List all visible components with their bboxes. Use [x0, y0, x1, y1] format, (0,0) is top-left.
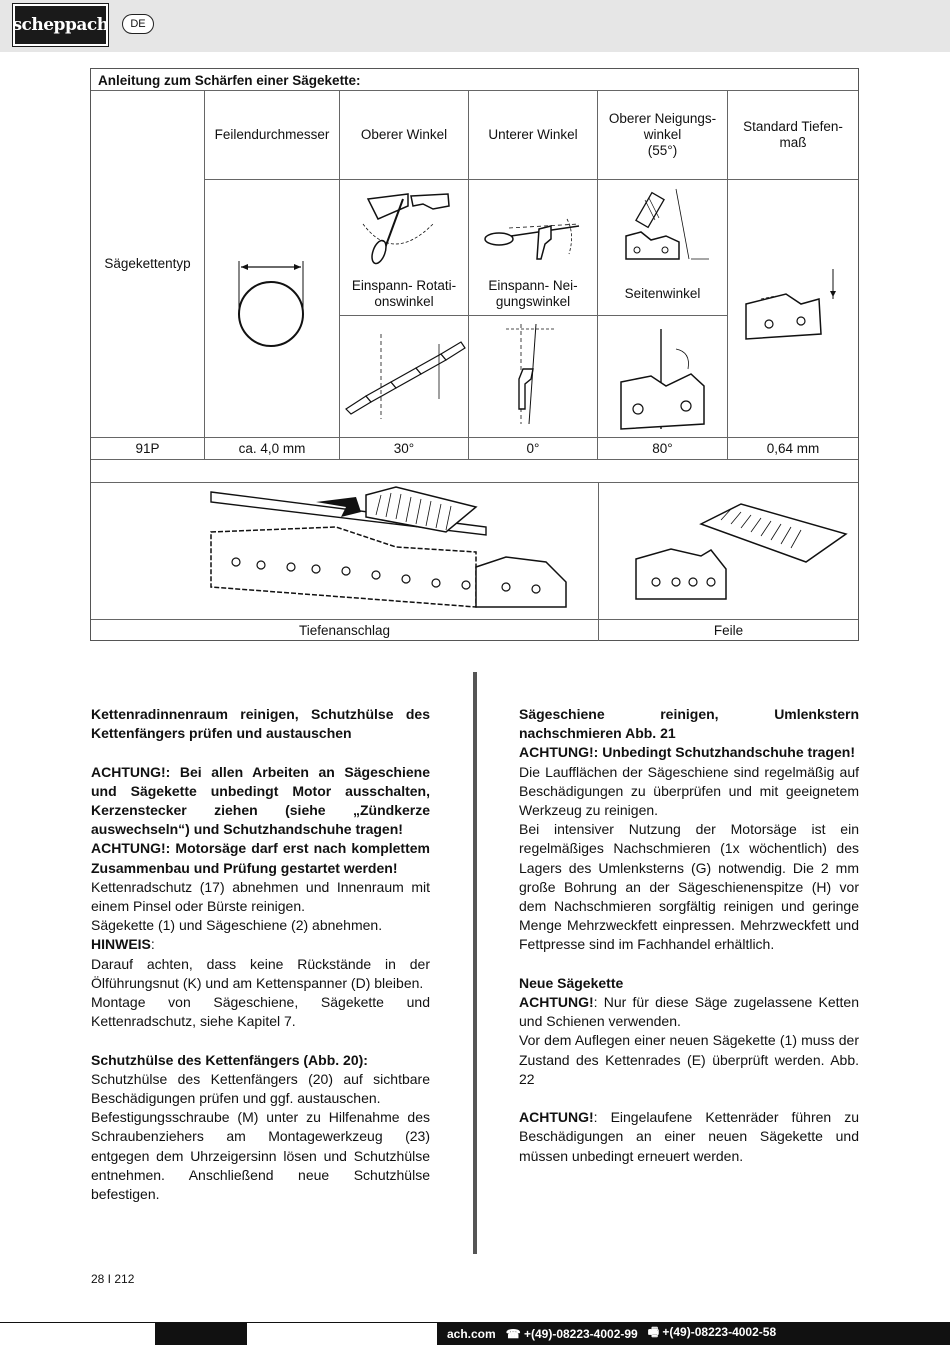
warning-paragraph: ACHTUNG!: Unbedingt Schutzhandschuhe tragen!: [519, 744, 855, 761]
warning-text: : Nur für diese Säge zugelassene Ketten und Schienen verwenden.: [519, 994, 859, 1030]
footer-bar: [0, 1322, 950, 1345]
file-diameter-illustration: [231, 259, 311, 359]
warning-label: ACHTUNG!: [519, 1109, 594, 1126]
section-heading: Sägeschiene reinigen, Umlenkstern nachschmieren Abb. 21: [519, 706, 859, 742]
header-file-diameter: Feilendurchmesser: [214, 127, 330, 142]
header-lower-angle: Unterer Winkel: [488, 127, 578, 142]
body-paragraph: Kettenradschutz (17) abnehmen und Innenraum mit einem Pinsel oder Bürste reinigen.: [91, 878, 430, 915]
body-paragraph: Darauf achten, dass keine Rückstände in der Ölführungsnut (K) und am Kettenspanner (D) bleiben.: [91, 955, 430, 991]
sharpening-table: [90, 68, 859, 641]
label-clamp-tilt: Einspann- Nei- gungswinkel: [488, 278, 578, 309]
body-paragraph: Vor dem Auflegen einer neuen Sägekette (1) muss der Zustand des Kettenrades (E) überprüft werden. Abb. 22: [519, 1032, 859, 1087]
warning-text: : Bei allen Arbeiten an Sägeschiene und Sägekette unbedingt Motor ausschalten, Kerzenstecker ziehen (siehe „Zündkerze auswechseln“) und Schutzhandschuhe tragen!: [91, 763, 430, 838]
column-divider: [473, 672, 477, 1254]
right-column: [519, 705, 859, 1166]
body-paragraph: Bei intensiver Nutzung der Motorsäge ist ein regelmäßiges Nachschmieren (1x wöchentlich) des Lagers des Umlenksterns (G) notwendig. Die 2 mm große Bohrung an der Sägeschienenspitze (H) vor dem Nachschmieren sorgfältig reinigen und geringe Menge Mehrzweckfett einpressen. Mehrzweckfett und Fettpresse sind im Fachhandel erhältlich.: [519, 821, 859, 953]
body-paragraph: Montage von Sägeschiene, Sägekette und Kettenradschutz, siehe Kapitel 7.: [91, 994, 430, 1030]
depth-gauge-illustration: [741, 269, 841, 359]
warning-label: ACHTUNG!: [91, 840, 166, 857]
footer-phone: ☎ +(49)-08223-4002-99: [505, 1326, 638, 1341]
value-file-diameter: ca. 4,0 mm: [238, 440, 306, 456]
depth-gauge-chain-illustration: [206, 487, 596, 617]
body-paragraph: Schutzhülse des Kettenfängers (20) auf sichtbare Beschädigungen prüfen und ggf. austauschen.: [91, 1070, 430, 1107]
table-title: Anleitung zum Schärfen einer Sägekette:: [98, 73, 361, 88]
warning-paragraph: [91, 763, 430, 840]
header-upper-angle: Oberer Winkel: [360, 127, 448, 142]
warning-paragraph: [519, 1108, 859, 1166]
upper-angle-illustration: [353, 184, 453, 269]
section-heading: Kettenradinnenraum reinigen, Schutzhülse des Kettenfängers prüfen und austauschen: [91, 706, 430, 742]
header-upper-tilt-angle: Oberer Neigungs- winkel (55°): [608, 111, 717, 158]
body-paragraph: Befestigungsschraube (M) unter zu Hilfenahme des Schraubenziehers am Montagewerkzeug (23) entgegen dem Uhrzeigersinn lösen und Schutzhülse entnehmen. Anschließend neue Schutzhülse befestigen.: [91, 1109, 430, 1203]
upper-tilt-angle-illustration: [621, 184, 711, 269]
footer-fax: 🖷 +(49)-08223-4002-58: [647, 1325, 777, 1339]
body-paragraph: Sägekette (1) und Sägeschiene (2) abnehmen.: [91, 917, 383, 934]
hint-label-line: [91, 935, 430, 954]
label-file: Feile: [713, 622, 744, 638]
warning-text: : Motorsäge darf erst nach komplettem Zusammenbau und Prüfung gestartet werden!: [91, 840, 430, 876]
value-chain-type: 91P: [135, 440, 160, 456]
body-paragraph: Die Laufflächen der Sägeschiene sind regelmäßig auf Beschädigungen zu überprüfen und mit geeignetem Werkzeug zu reinigen.: [519, 763, 859, 819]
clamp-tilt-illustration: [501, 324, 561, 424]
lower-angle-illustration: [479, 184, 589, 269]
brand-logo: scheppach: [13, 4, 108, 46]
value-upper-angle: 30°: [393, 440, 415, 456]
warning-paragraph: [91, 839, 430, 877]
header-bar: [0, 0, 950, 52]
label-side-angle: Seitenwinkel: [624, 286, 701, 301]
page-number: 28 I 212: [91, 1272, 135, 1286]
warning-label: ACHTUNG!: [519, 994, 594, 1011]
label-depth-gauge: Tiefenanschlag: [298, 622, 391, 638]
header-depth: Standard Tiefen- maß: [743, 119, 843, 150]
file-chain-illustration: [631, 494, 856, 604]
row-label-chain-type: Sägekettentyp: [104, 256, 191, 271]
section-heading: Schutzhülse des Kettenfängers (Abb. 20):: [91, 1051, 368, 1068]
section-heading: Neue Sägekette: [519, 974, 624, 991]
warning-text: : Eingelaufene Kettenräder führen zu Beschädigungen an einer neuen Sägekette und müssen unbedingt erneuert werden.: [519, 1109, 859, 1164]
left-column: [91, 705, 430, 1204]
side-angle-illustration: [616, 324, 716, 434]
label-clamp-rotation: Einspann- Rotati- onswinkel: [351, 278, 457, 309]
warning-label: ACHTUNG!: [91, 763, 166, 780]
value-depth: 0,64 mm: [766, 440, 820, 456]
clamp-rotation-illustration: [341, 324, 466, 419]
language-badge: DE: [122, 14, 154, 34]
warning-paragraph: [519, 993, 859, 1031]
hint-colon: :: [150, 936, 155, 953]
footer-website[interactable]: ach.com: [447, 1326, 496, 1341]
value-tilt-angle: 80°: [652, 440, 673, 456]
hint-label: HINWEIS: [91, 936, 151, 953]
value-lower-angle: 0°: [526, 440, 540, 456]
